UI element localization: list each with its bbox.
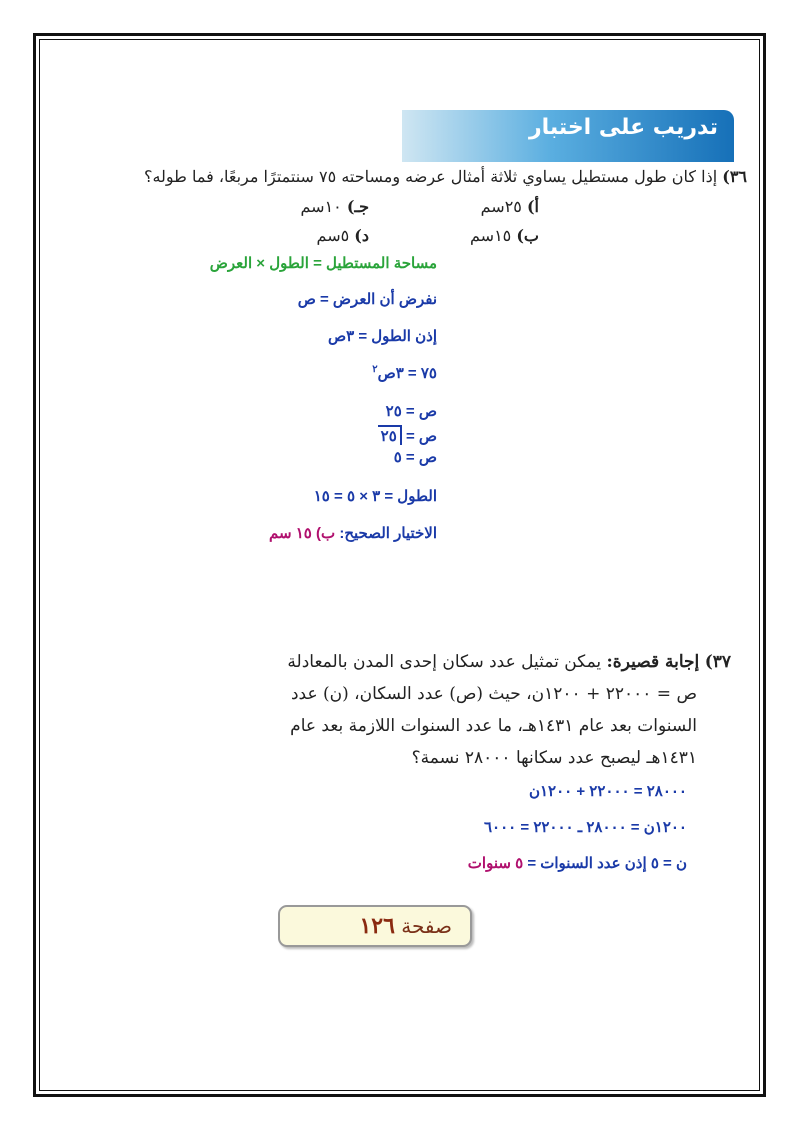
page-label: صفحة <box>401 914 452 938</box>
question-37-line1 <box>287 652 731 672</box>
option-c-value: ١٠سم <box>300 197 342 216</box>
practice-banner <box>402 110 734 162</box>
question-36 <box>144 167 747 186</box>
population-equation: ٢٨٠٠٠ = ٢٢٠٠٠ + ١٢٠٠ن <box>528 783 687 800</box>
correct-answer <box>269 524 437 542</box>
years-answer-prefix: ن = ٥ إذن عدد السنوات = <box>527 855 687 872</box>
option-d-label: د) <box>354 226 369 245</box>
years-answer-value: ٥ سنوات <box>467 855 524 872</box>
question-37-line3: السنوات بعد عام ١٤٣١هـ، ما عدد السنوات اللازمة بعد عام <box>290 716 697 736</box>
assume-width: نفرض أن العرض = ص <box>297 291 437 308</box>
correct-answer-value: ب) ١٥ سم <box>269 525 336 542</box>
page-number-badge <box>278 905 472 947</box>
sqrt-radicand: ٢٥ <box>378 425 402 445</box>
option-b-value: ١٥سم <box>470 226 512 245</box>
question-36-text: إذا كان طول مستطيل يساوي ثلاثة أمثال عرضه ومساحته ٧٥ سنتمترًا مربعًا، فما طوله؟ <box>143 167 718 186</box>
question-37-number: ٣٧) <box>704 652 731 672</box>
correct-answer-label: الاختيار الصحيح: <box>339 525 437 542</box>
square-exponent: ٢ <box>372 364 378 375</box>
option-a-value: ٢٥سم <box>480 197 522 216</box>
question-36-number: ٣٦) <box>722 167 747 186</box>
length-result: الطول = ٣ × ٥ = ١٥ <box>313 488 437 505</box>
step-square: ص = ٢٥ <box>385 403 437 420</box>
page-number: ١٢٦ <box>359 913 395 939</box>
population-step: ١٢٠٠ن = ٢٨٠٠٠ ـ ٢٢٠٠٠ = ٦٠٠٠ <box>483 819 687 836</box>
option-a[interactable] <box>481 197 539 216</box>
step-value: ص = ٥ <box>393 449 437 466</box>
option-d[interactable] <box>317 226 369 245</box>
area-equation-text: ٧٥ = ٣ص <box>377 365 437 382</box>
step-root <box>378 425 437 445</box>
question-37-line4: ١٤٣١هـ ليصبح عدد سكانها ٢٨٠٠٠ نسمة؟ <box>411 748 697 768</box>
area-equation <box>372 364 437 382</box>
question-37-heading: إجابة قصيرة: <box>606 652 700 672</box>
option-b-label: ب) <box>516 226 539 245</box>
option-c[interactable] <box>301 197 370 216</box>
option-a-label: أ) <box>526 197 539 216</box>
banner-title: تدريب على اختبار <box>528 115 718 140</box>
question-37-intro: يمكن تمثيل عدد سكان إحدى المدن بالمعادلة <box>287 652 602 672</box>
question-37-line2: ص = ٢٢٠٠٠ + ١٢٠٠ن، حيث (ص) عدد السكان، (ن) عدد <box>290 684 697 704</box>
area-formula: مساحة المستطيل = الطول × العرض <box>209 255 437 272</box>
option-b[interactable] <box>470 226 539 245</box>
step-root-left: ص = <box>405 428 437 445</box>
option-d-value: ٥سم <box>316 226 350 245</box>
length-expression: إذن الطول = ٣ص <box>327 328 437 345</box>
years-answer <box>468 854 687 872</box>
option-c-label: جـ) <box>346 197 369 216</box>
page-number-text <box>359 913 452 939</box>
